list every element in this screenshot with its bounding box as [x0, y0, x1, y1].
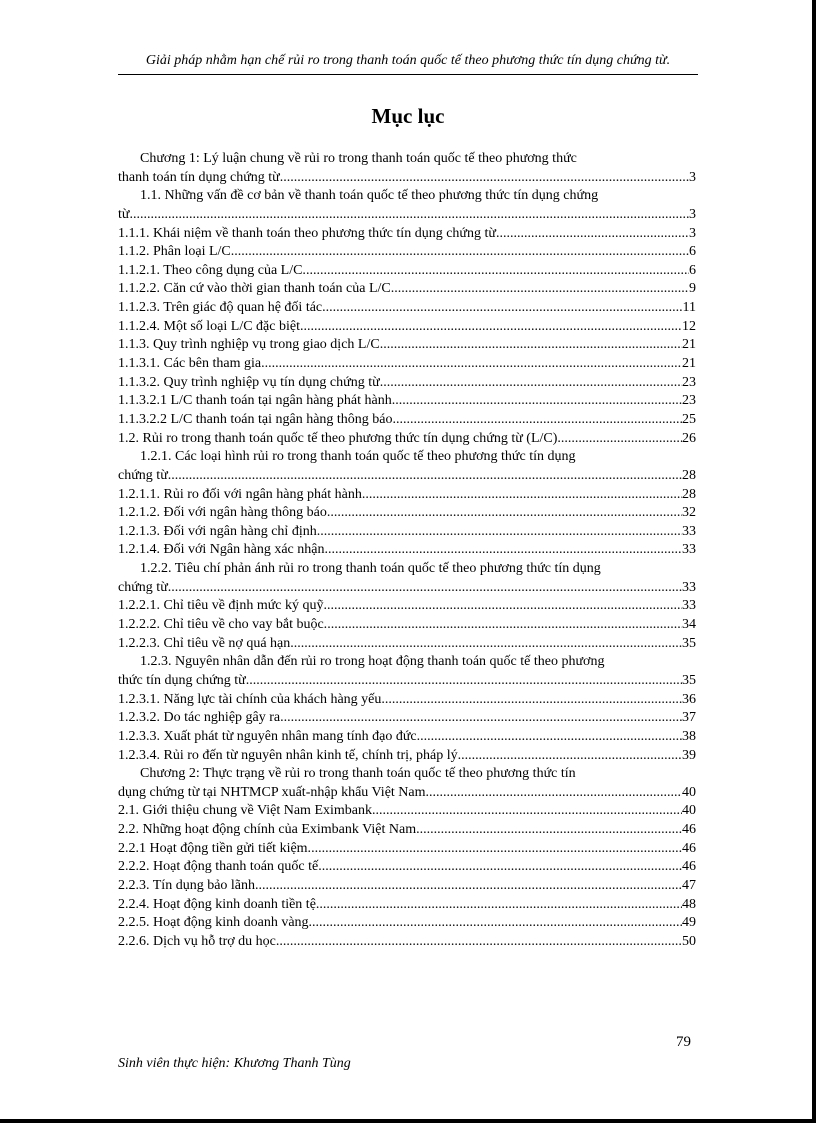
toc-leader-dots [365, 486, 682, 505]
toc-leader-dots [395, 392, 682, 411]
toc-entry-row [118, 747, 696, 766]
toc-entry-label: 2.2.3. Tín dụng bảo lãnh. [118, 877, 259, 893]
toc-entry-page: 23 [682, 374, 696, 390]
table-of-contents [118, 150, 696, 952]
toc-entry-page: 33 [682, 542, 696, 558]
toc-item[interactable] [118, 411, 696, 430]
toc-entry-page: 47 [682, 877, 696, 893]
toc-item[interactable] [118, 299, 696, 318]
toc-leader-dots [133, 206, 689, 225]
toc-leader-dots [284, 709, 682, 728]
toc-item[interactable] [118, 635, 696, 654]
toc-entry-row [118, 374, 696, 393]
toc-entry-page: 34 [682, 617, 696, 633]
toc-entry-page: 11 [682, 300, 696, 316]
toc-entry-label: 1.1.2.4. Một số loại L/C đặc biệt. [118, 318, 304, 334]
toc-entry-label: 2.2. Những hoạt động chính của Eximbank Việt Nam. [118, 822, 420, 838]
toc-leader-dots [171, 579, 682, 598]
toc-entry-page: 37 [682, 710, 696, 726]
toc-entry-row [118, 821, 696, 840]
toc-item-heading: 1.2.3. Nguyên nhân dẫn đến rủi ro trong hoạt động thanh toán quốc tế theo phương [140, 654, 605, 670]
toc-entry-page: 35 [682, 635, 696, 651]
toc-item[interactable] [118, 821, 696, 840]
toc-leader-dots [327, 616, 682, 635]
toc-leader-dots [383, 374, 682, 393]
toc-entry-label: thanh toán tín dụng chứng từ. [118, 169, 284, 185]
toc-entry-row [118, 802, 696, 821]
toc-item[interactable] [118, 747, 696, 766]
toc-entry-row [118, 467, 696, 486]
toc-entry-page: 49 [682, 915, 696, 931]
toc-leader-dots [327, 597, 682, 616]
toc-leader-dots [312, 914, 682, 933]
toc-entry-page: 39 [682, 747, 696, 763]
toc-entry-row [118, 616, 696, 635]
toc-entry-page: 33 [682, 579, 696, 595]
toc-entry-label: 1.2.1.1. Rủi ro đối với ngân hàng phát hành. [118, 486, 366, 502]
toc-entry-row [118, 858, 696, 877]
toc-entry-label: 1.2.1.2. Đối với ngân hàng thông báo. [118, 505, 331, 521]
toc-item[interactable] [118, 150, 696, 187]
toc-entry-label: chứng từ. [118, 467, 172, 483]
toc-item[interactable] [118, 225, 696, 244]
toc-entry-row [118, 896, 696, 915]
toc-entry-row [118, 691, 696, 710]
toc-item[interactable] [118, 430, 696, 449]
toc-entry-row [118, 225, 696, 244]
toc-entry-label: thức tín dụng chứng từ. [118, 672, 250, 688]
toc-entry-label: 2.2.4. Hoạt động kinh doanh tiền tệ. [118, 896, 320, 912]
toc-entry-page: 9 [689, 281, 696, 297]
toc-item[interactable] [118, 765, 696, 802]
toc-entry-label: 1.2.2.2. Chỉ tiêu về cho vay bắt buộc. [118, 617, 328, 633]
toc-leader-dots [303, 318, 682, 337]
toc-entry-label: 2.2.1 Hoạt động tiền gửi tiết kiệm. [118, 840, 312, 856]
toc-entry-label: 2.2.2. Hoạt động thanh toán quốc tế [118, 859, 319, 875]
toc-entry-row [118, 299, 696, 318]
toc-item[interactable] [118, 243, 696, 262]
toc-entry-row [118, 504, 696, 523]
toc-leader-dots [171, 467, 682, 486]
page-header: Giải pháp nhằm hạn chế rủi ro trong thanh toán quốc tế theo phương thức tín dụng chứng từ. [118, 48, 698, 75]
toc-item[interactable] [118, 374, 696, 393]
toc-leader-dots [318, 858, 682, 877]
toc-entry-label: chứng từ. [118, 579, 172, 595]
toc-leader-dots [330, 504, 682, 523]
toc-entry-row [118, 336, 696, 355]
toc-leader-dots [234, 243, 689, 262]
toc-item[interactable] [118, 486, 696, 505]
toc-entry-page: 38 [682, 728, 696, 744]
toc-entry-row [118, 579, 696, 598]
toc-entry-page: 46 [682, 859, 696, 875]
toc-leader-dots [461, 747, 682, 766]
toc-leader-dots [385, 691, 682, 710]
toc-entry-label: 1.1.3. Quy trình nghiệp vụ trong giao dịch L/C. [118, 337, 384, 353]
toc-leader-dots [499, 225, 689, 244]
toc-entry-page: 26 [682, 430, 696, 446]
toc-entry-page: 40 [682, 803, 696, 819]
toc-entry-page: 6 [689, 262, 696, 278]
toc-item[interactable] [118, 728, 696, 747]
toc-item[interactable] [118, 318, 696, 337]
toc-entry-row [118, 486, 696, 505]
toc-item[interactable] [118, 709, 696, 728]
toc-leader-dots [420, 821, 682, 840]
toc-item[interactable] [118, 877, 696, 896]
toc-entry-label: 1.1.3.1. Các bên tham gia. [118, 356, 265, 372]
toc-entry-label: 1.1.2. Phân loại L/C. [118, 244, 235, 260]
toc-entry-label: từ. [118, 206, 133, 222]
toc-leader-dots [283, 169, 689, 188]
toc-entry-row [118, 877, 696, 896]
toc-entry-row [118, 206, 696, 225]
toc-item[interactable] [118, 187, 696, 224]
toc-leader-dots [311, 840, 682, 859]
toc-leader-dots [420, 728, 682, 747]
toc-entry-page: 25 [682, 411, 696, 427]
toc-entry-label: 1.2.3.3. Xuất phát từ nguyên nhân mang tính đạo đức. [118, 728, 421, 744]
toc-entry-label: 1.2.2.1. Chỉ tiêu về định mức ký quỹ. [118, 598, 328, 614]
toc-entry-row [118, 262, 696, 281]
toc-item[interactable] [118, 802, 696, 821]
toc-entry-row [118, 355, 696, 374]
toc-item[interactable] [118, 840, 696, 859]
toc-entry-label: 1.1.2.1. Theo công dụng của L/C. [118, 262, 306, 278]
toc-entry-page: 50 [682, 933, 696, 949]
toc-item-heading: Chương 2: Thực trạng về rủi ro trong thanh toán quốc tế theo phương thức tín [140, 766, 576, 782]
toc-item[interactable] [118, 523, 696, 542]
toc-entry-row [118, 672, 696, 691]
toc-entry-row [118, 709, 696, 728]
toc-leader-dots [319, 896, 682, 915]
toc-entry-page: 21 [682, 356, 696, 372]
toc-item[interactable] [118, 355, 696, 374]
toc-entry-row [118, 635, 696, 654]
toc-item[interactable] [118, 858, 696, 877]
toc-entry-page: 12 [682, 318, 696, 334]
toc-item[interactable] [118, 597, 696, 616]
toc-leader-dots [306, 262, 689, 281]
toc-entry-page: 46 [682, 840, 696, 856]
toc-item[interactable] [118, 616, 696, 635]
toc-leader-dots [265, 355, 682, 374]
toc-entry-row [118, 933, 696, 952]
toc-entry-page: 3 [689, 225, 696, 241]
toc-item[interactable] [118, 336, 696, 355]
toc-entry-row [118, 728, 696, 747]
toc-item[interactable] [118, 896, 696, 915]
toc-leader-dots [429, 784, 682, 803]
toc-item-heading: 1.1. Những vấn đề cơ bản về thanh toán quốc tế theo phương thức tín dụng chứng [140, 188, 599, 204]
toc-entry-page: 28 [682, 486, 696, 502]
toc-entry-row [118, 318, 696, 337]
toc-leader-dots [259, 877, 682, 896]
toc-item[interactable] [118, 280, 696, 299]
toc-entry-label: dụng chứng từ tại NHTMCP xuất-nhập khẩu Việt Nam. [118, 784, 430, 800]
toc-entry-page: 36 [682, 691, 696, 707]
toc-item[interactable] [118, 933, 696, 952]
toc-leader-dots [391, 280, 689, 299]
toc-entry-page: 23 [682, 393, 696, 409]
toc-leader-dots [294, 635, 682, 654]
toc-entry-label: 1.2.2.3. Chỉ tiêu về nợ quá hạn. [118, 635, 294, 651]
toc-leader-dots [557, 430, 682, 449]
toc-leader-dots [396, 411, 682, 430]
toc-entry-row [118, 784, 696, 803]
toc-entry-page: 46 [682, 822, 696, 838]
toc-entry-label: 1.1.3.2.2 L/C thanh toán tại ngân hàng thông báo. [118, 411, 397, 427]
toc-entry-page: 21 [682, 337, 696, 353]
toc-entry-row [118, 523, 696, 542]
toc-item[interactable] [118, 448, 696, 485]
toc-item[interactable] [118, 392, 696, 411]
toc-item-heading: Chương 1: Lý luận chung về rủi ro trong thanh toán quốc tế theo phương thức [140, 151, 577, 166]
toc-item[interactable] [118, 691, 696, 710]
toc-entry-row [118, 280, 696, 299]
toc-entry-row [118, 243, 696, 262]
toc-item[interactable] [118, 653, 696, 690]
toc-item[interactable] [118, 914, 696, 933]
toc-leader-dots [326, 299, 683, 318]
toc-item[interactable] [118, 262, 696, 281]
toc-leader-dots [383, 336, 682, 355]
toc-entry-row [118, 430, 696, 449]
toc-leader-dots [320, 523, 682, 542]
toc-entry-label: 1.2.3.2. Do tác nghiệp gây ra. [118, 710, 284, 726]
toc-item[interactable] [118, 560, 696, 597]
toc-entry-page: 48 [682, 896, 696, 912]
toc-entry-row [118, 541, 696, 560]
toc-leader-dots [372, 802, 682, 821]
toc-entry-page: 32 [682, 505, 696, 521]
toc-entry-page: 33 [682, 523, 696, 539]
toc-entry-label: 1.2. Rủi ro trong thanh toán quốc tế theo phương thức tín dụng chứng từ (L/C) [118, 430, 558, 446]
toc-leader-dots [249, 672, 682, 691]
toc-item-heading: 1.2.1. Các loại hình rủi ro trong thanh toán quốc tế theo phương thức tín dụng [140, 449, 576, 465]
toc-item[interactable] [118, 541, 696, 560]
toc-leader-dots [328, 541, 682, 560]
toc-entry-label: 1.1.3.2. Quy trình nghiệp vụ tín dụng chứng từ. [118, 374, 384, 390]
toc-entry-page: 28 [682, 467, 696, 483]
toc-entry-row [118, 914, 696, 933]
page-number: 79 [676, 1034, 691, 1050]
toc-entry-label: 2.2.6. Dịch vụ hỗ trợ du học. [118, 933, 280, 949]
toc-entry-page: 3 [689, 169, 696, 185]
toc-entry-page: 6 [689, 244, 696, 260]
toc-entry-row [118, 411, 696, 430]
footer-author: Sinh viên thực hiện: Khương Thanh Tùng [118, 1056, 351, 1071]
toc-entry-label: 1.1.1. Khái niệm về thanh toán theo phương thức tín dụng chứng từ. [118, 225, 500, 241]
toc-entry-label: 1.1.3.2.1 L/C thanh toán tại ngân hàng phát hành. [118, 393, 396, 409]
toc-entry-page: 35 [682, 672, 696, 688]
toc-entry-label: 1.1.2.2. Căn cứ vào thời gian thanh toán của L/C [118, 281, 391, 297]
toc-entry-row [118, 392, 696, 411]
toc-entry-label: 2.2.5. Hoạt động kinh doanh vàng. [118, 915, 313, 931]
toc-entry-label: 1.2.1.4. Đối với Ngân hàng xác nhận. [118, 542, 328, 558]
toc-entry-page: 40 [682, 784, 696, 800]
toc-entry-row [118, 597, 696, 616]
page-title: Mục lục [371, 104, 445, 128]
toc-entry-label: 1.2.3.4. Rủi ro đến từ nguyên nhân kinh tế, chính trị, pháp lý. [118, 747, 462, 763]
toc-entry-page: 33 [682, 598, 696, 614]
toc-entry-row [118, 169, 696, 188]
toc-leader-dots [279, 933, 682, 952]
toc-entry-label: 1.2.3.1. Năng lực tài chính của khách hàng yếu. [118, 691, 385, 707]
toc-entry-label: 2.1. Giới thiệu chung về Việt Nam Eximbank [118, 803, 372, 819]
toc-item-heading: 1.2.2. Tiêu chí phản ánh rủi ro trong thanh toán quốc tế theo phương thức tín dụng [140, 561, 601, 577]
toc-entry-label: 1.1.2.3. Trên giác độ quan hệ đối tác. [118, 300, 326, 316]
toc-entry-row [118, 840, 696, 859]
toc-item[interactable] [118, 504, 696, 523]
toc-entry-page: 3 [689, 206, 696, 222]
toc-entry-label: 1.2.1.3. Đối với ngân hàng chỉ định. [118, 523, 321, 539]
